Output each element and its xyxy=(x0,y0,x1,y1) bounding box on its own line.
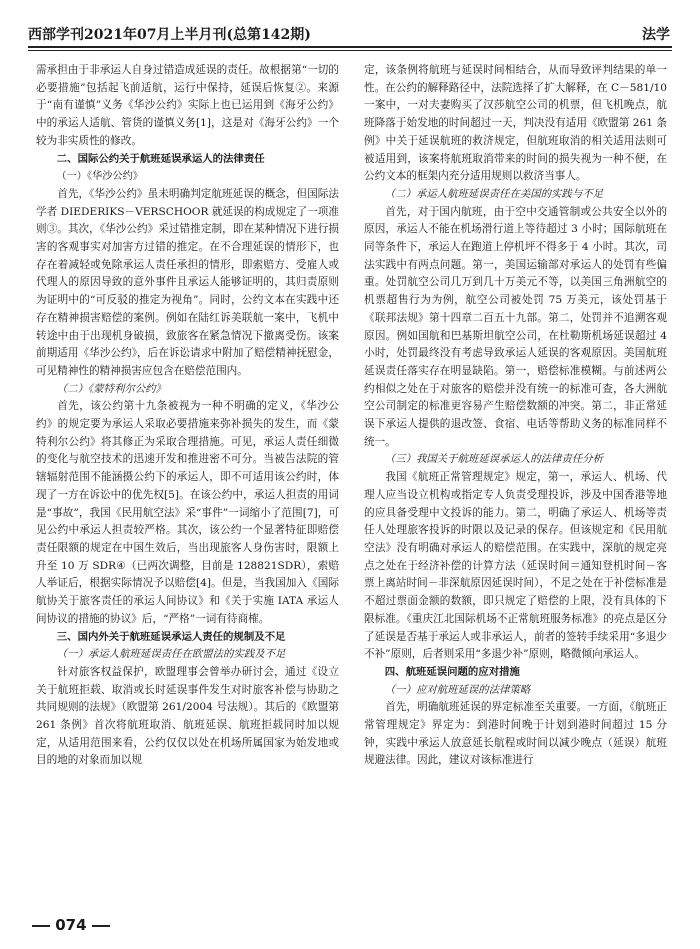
paragraph: 需承担由于非承运人自身过错造成延误的责任。故根据第“一切的必要措施”包括起飞前适航，运行中保持，延误后恢复②。来源于“南有谨慎”义务《华沙公约》实际上也已运用到《海牙公约》中的承运人适航、管货的谨慎义务[1]，这是对《海牙公约》一个较为非实质性的修改。 xyxy=(36,64,339,147)
subsection-heading: （三）我国关于航班延误承运人的法律责任分析 xyxy=(384,453,603,466)
paragraph: 我国《航班正常管理规定》规定，第一，承运人、机场、代理人应当设立机构或指定专人负责受理投诉，涉及中国香港等地的应具备受理中文投诉的能力。第二，明确了承运人、机场等责任人处理旅客投诉的时限以及记录的保存。但该规定和《民用航空法》没有明确对承运人的赔偿范围。在实践中，深航的规定亮点之处在于经济补偿的计算方法（延误时间＝通知登机时间－客票上离站时间－非深航原因延误时间），不足之处在于补偿标准是不超过票面金额的数额，即只规定了赔偿的上限，没有具体的下限标准。《重庆江北国际机场不正常航班服务标准》的亮点是区分了延误是否基于承运人或非承运人，前者的签转手续采用“多退少不补”原则，后者则采用“多退少补”原则，略微倾向承运人。 xyxy=(364,471,667,661)
paragraph: 针对旅客权益保护，欧盟理事会曾举办研讨会，通过《设立关于航班拒载、取消或长时延误事件发生对时旅客补偿与协助之共同规则的法规》（欧盟第 261/2004 号法规）。其后的《欧盟第 261 条例》首次将航班取消、航班延误、航班拒载同时加以规定，从适用范围来看，公约仅仅以处在机场所属国家为始发地或目的地的对象而加以规 xyxy=(36,665,339,767)
left-column xyxy=(36,62,339,770)
page-number: 074 xyxy=(55,916,87,934)
header-rule-thick xyxy=(28,46,672,48)
subsection-heading: （二）承运人航班延误责任在美国的实践与不足 xyxy=(384,187,603,200)
section-heading: 二、国际公约关于航班延误承运人的法律责任 xyxy=(56,152,265,165)
section-label: 法学 xyxy=(642,27,670,43)
footer-dash-left xyxy=(32,925,50,927)
footer-dash-right xyxy=(92,925,110,927)
journal-title: 西部学刊2021年07月上半月刊(总第142期) xyxy=(28,27,311,43)
right-column xyxy=(364,62,667,770)
subsection-heading: （一）《华沙公约》 xyxy=(56,171,143,183)
subsection-heading: （二）《蒙特利尔公约》 xyxy=(56,382,166,395)
paragraph: 首先，明确航班延误的界定标准至关重要。一方面，《航班正常管理规定》界定为：到港时间晚于计划到港时间超过 15 分钟，实践中承运人放意延长航程或时间以减少晚点（延误）航班规避法律。因此，建议对该标准进行 xyxy=(364,701,667,767)
subsection-heading: （一）应对航班延误的法律策略 xyxy=(384,683,531,696)
paragraph: 首先，该公约第十九条被视为一种不明确的定义，《华沙公约》的规定要为承运人采取必要措施来弥补损失的发生，而《蒙特利尔公约》将其修正为采取合理措施。可见，承运人责任细微的变化与航空技术的迅速开发和推进密不可分。当被告法院的管辖辐射范围不能涵摄公约下的承运人，即不可适用该公约时，体现了一方在诉讼中的优先权[5]。在该公约中，承运人担责的用词是“事故”，我国《民用航空法》采“事件”一词缩小了范围[7]，可见公约中承运人担责较严格。其次，该公约一个显著特征即赔偿责任限额的规定在中国生效后，当出现旅客人身伤害时，限额上升至 10 万 SDR④（已两次调整，目前是 128821SDR），索赔人举证后，根据实际情况予以赔偿[4]。但是，当我国加入《国际航协关于旅客责任的承运人间协议》和《关于实施 IATA 承运人间协议的措施的协议》后，“严格”一词有待商榷。 xyxy=(36,400,339,625)
subsection-heading: （一）承运人航班延误责任在欧盟法的实践及不足 xyxy=(56,648,286,661)
page-footer xyxy=(32,916,110,934)
paragraph: 首先，《华沙公约》虽未明确判定航班延误的概念，但国际法学者 DIEDERIKS－VERSCHOOR 就延误的构成规定了一项准则③。其次，《华沙公约》采过错推定制，即在某种情况下进行损害的客观事实对加害方过错的推定。在不合理延误的情形下，也存在着减轻或免除承运人责任承担的情形，即索赔方、受雇人或代理人的原因导致的意外事件且承运人能够证明的，其归责原则为证明中的“可反驳的推定为视角”。同时，公约文本在实践中还存在精神损害赔偿的案例。例如在陆红诉美联航一案中，飞机中转途中由于出现机身破损，致旅客在紧急情况下撤离受伤。该案前期适用《华沙公约》，后在诉讼请求中附加了赔偿精神抚慰金，可见精神性的精神损害应包含在赔偿范围内。 xyxy=(36,187,339,377)
paragraph: 定，该条例将航班与延误时间相结合，从而导致评判结果的单一性。在公约的解释路径中，法院选择了扩大解释，在 C－581/10 一案中，一对夫妻购买了汉莎航空公司的机票，但飞机晚点，航班降落于始发地的时间超过一天，判决没有适用《欧盟第 261 条例》中关于延误航班的救济规定，但航班取消的相关适用法则可被适用到，该案将航班取消带来的时间的损失视为一种不便，在公约文本的框架内充分适用规则以救济当事人。 xyxy=(364,64,667,183)
page-header xyxy=(28,22,672,48)
header-rule-thin xyxy=(28,50,672,51)
section-heading: 三、国内外关于航班延误承运人责任的规制及不足 xyxy=(56,630,286,643)
section-heading: 四、航班延误问题的应对措施 xyxy=(384,665,520,678)
paragraph: 首先，对于国内航班，由于空中交通管制或公共安全以外的原因，承运人不能在机场滑行道上等待超过 3 小时；国际航班在同等条件下，承运人在跑道上停机坪不得多于 4 小时。其次，司法实践中有两点问题。第一，美国运输部对承运人的处罚有些偏重。处罚航空公司几万到几十万美元不等，以美国三角洲航空的机票超售行为为例，航空公司被处罚 75 万美元，该处罚基于《联邦法规》第十四章二百五十九部。第二，处罚并不追溯客观原因。例如国航和巴基斯坦航空公司，在杜勒斯机场延误超过 4 小时，处罚最终没有考虑导致承运人延误的客观原因。美国航班延误责任落实存在明显缺陷。第一，赔偿标准模糊。与前述两公约相似之处在于对旅客的赔偿并没有统一的标准可查，各大洲航空公司制定的标准更容易产生赔偿数额的冲突。第二，非正常延误下承运人提供的退改签、食宿、电话等帮助义务的标准同样不统一。 xyxy=(364,205,667,448)
